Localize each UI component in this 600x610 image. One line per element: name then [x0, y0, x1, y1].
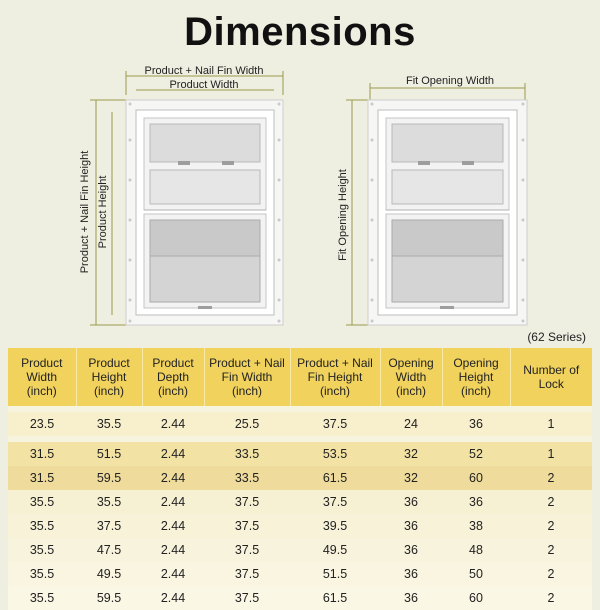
cell: 2.44 — [142, 514, 204, 538]
cell: 37.5 — [204, 562, 290, 586]
table-row — [8, 562, 592, 586]
header-opening-height: Opening Height (inch) — [442, 348, 510, 406]
cell: 60 — [442, 466, 510, 490]
table-row — [8, 466, 592, 490]
cell: 37.5 — [204, 538, 290, 562]
window-diagram-right — [330, 60, 540, 335]
fit-opening-width-label: Fit Opening Width — [405, 75, 495, 87]
table-row — [8, 442, 592, 466]
cell: 37.5 — [290, 490, 380, 514]
cell: 2 — [510, 586, 592, 610]
table-row — [8, 490, 592, 514]
window-diagram-left — [60, 60, 300, 335]
cell: 37.5 — [76, 514, 142, 538]
cell: 33.5 — [204, 466, 290, 490]
cell: 36 — [380, 586, 442, 610]
cell: 61.5 — [290, 466, 380, 490]
cell: 2 — [510, 514, 592, 538]
fit-opening-height-label: Fit Opening Height — [337, 169, 349, 261]
cell: 38 — [442, 514, 510, 538]
cell: 35.5 — [8, 490, 76, 514]
cell: 36 — [442, 412, 510, 436]
cell: 35.5 — [8, 562, 76, 586]
header-product-width: Product Width (inch) — [8, 348, 76, 406]
cell: 35.5 — [76, 490, 142, 514]
cell: 2.44 — [142, 490, 204, 514]
cell: 59.5 — [76, 466, 142, 490]
cell: 60 — [442, 586, 510, 610]
cell: 51.5 — [76, 442, 142, 466]
cell: 35.5 — [8, 514, 76, 538]
cell: 2.44 — [142, 442, 204, 466]
cell: 59.5 — [76, 586, 142, 610]
table-row — [8, 514, 592, 538]
table-row — [8, 412, 592, 436]
cell: 2.44 — [142, 466, 204, 490]
table-row — [8, 538, 592, 562]
cell: 49.5 — [76, 562, 142, 586]
dimensions-table — [8, 348, 592, 610]
cell: 2.44 — [142, 412, 204, 436]
cell: 23.5 — [8, 412, 76, 436]
cell: 35.5 — [8, 586, 76, 610]
cell: 36 — [380, 490, 442, 514]
cell: 35.5 — [8, 538, 76, 562]
header-nail-fin-width: Product + Nail Fin Width (inch) — [204, 348, 290, 406]
cell: 53.5 — [290, 442, 380, 466]
cell: 33.5 — [204, 442, 290, 466]
cell: 24 — [380, 412, 442, 436]
cell: 48 — [442, 538, 510, 562]
cell: 61.5 — [290, 586, 380, 610]
header-opening-width: Opening Width (inch) — [380, 348, 442, 406]
cell: 25.5 — [204, 412, 290, 436]
series-note: (62 Series) — [527, 330, 586, 344]
cell: 39.5 — [290, 514, 380, 538]
cell: 2 — [510, 490, 592, 514]
nail-fin-height-label: Product + Nail Fin Height — [79, 150, 91, 274]
nail-fin-width-label: Product + Nail Fin Width — [144, 65, 264, 77]
table-header-row — [8, 348, 592, 406]
cell: 37.5 — [204, 514, 290, 538]
cell: 2.44 — [142, 586, 204, 610]
cell: 2.44 — [142, 562, 204, 586]
cell: 49.5 — [290, 538, 380, 562]
cell: 36 — [380, 514, 442, 538]
cell: 37.5 — [204, 586, 290, 610]
header-product-height: Product Height (inch) — [76, 348, 142, 406]
cell: 1 — [510, 412, 592, 436]
cell: 1 — [510, 442, 592, 466]
header-nail-fin-height: Product + Nail Fin Height (inch) — [290, 348, 380, 406]
cell: 2.44 — [142, 538, 204, 562]
cell: 32 — [380, 466, 442, 490]
page-title: Dimensions — [184, 10, 416, 54]
cell: 36 — [380, 562, 442, 586]
cell: 47.5 — [76, 538, 142, 562]
product-width-label: Product Width — [169, 79, 239, 91]
cell: 2 — [510, 466, 592, 490]
cell: 2 — [510, 562, 592, 586]
cell: 36 — [442, 490, 510, 514]
table-row — [8, 586, 592, 610]
cell: 31.5 — [8, 442, 76, 466]
header-number-of-lock: Number of Lock — [510, 348, 592, 406]
cell: 52 — [442, 442, 510, 466]
cell: 50 — [442, 562, 510, 586]
cell: 51.5 — [290, 562, 380, 586]
cell: 37.5 — [290, 412, 380, 436]
cell: 2 — [510, 538, 592, 562]
cell: 31.5 — [8, 466, 76, 490]
cell: 35.5 — [76, 412, 142, 436]
cell: 32 — [380, 442, 442, 466]
header-product-depth: Product Depth (inch) — [142, 348, 204, 406]
product-height-label: Product Height — [97, 175, 109, 249]
cell: 37.5 — [204, 490, 290, 514]
cell: 36 — [380, 538, 442, 562]
